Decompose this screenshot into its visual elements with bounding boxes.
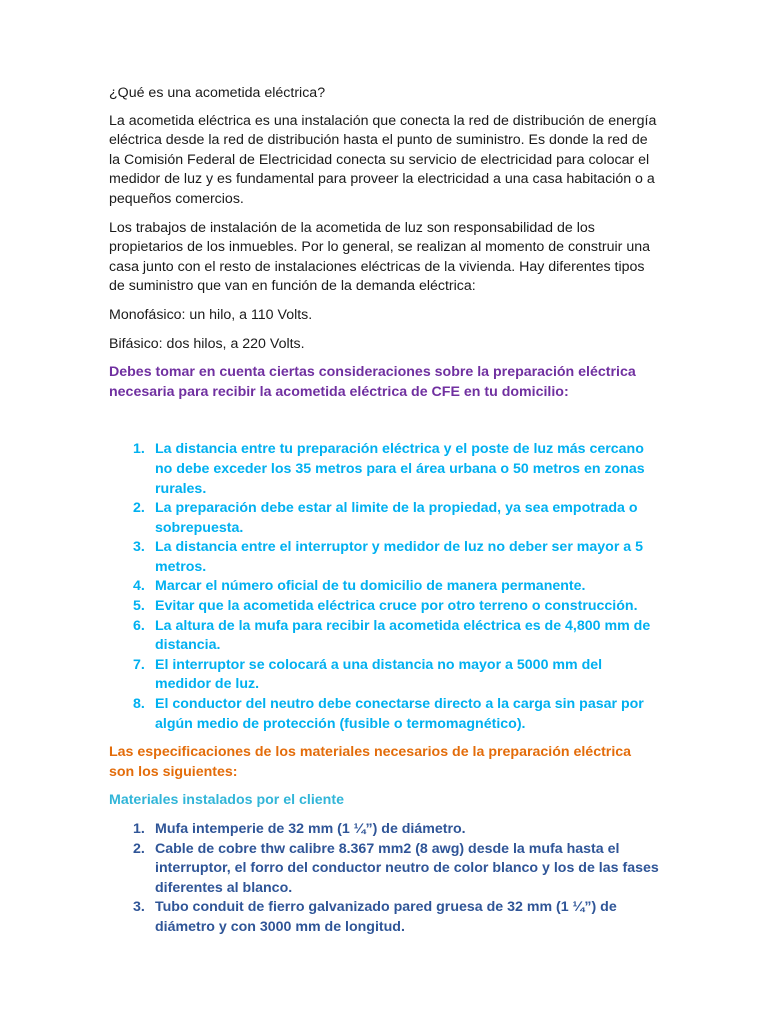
paragraph-definition: La acometida eléctrica es una instalación que conecta la red de distribución de energía eléctrica desde la red de distribución hasta el punto de suministro. Es donde la red de la Comisión Federal de Electricidad conecta su servicio de electricidad para colocar el medidor de luz y es fundamental para proveer la electricidad a una casa habitación o a pequeños comercios.	[109, 112, 657, 207]
list-item	[109, 499, 659, 538]
list-item-text: La distancia entre el interruptor y medidor de luz no deber ser mayor a 5 metros.	[155, 539, 644, 575]
list-item-number: 2.	[133, 840, 145, 857]
paragraph-installation: Los trabajos de instalación de la acometida de luz son responsabilidad de los propietarios de los inmuebles. Por lo general, se realizan al momento de construir una casa junto con el resto de instalaciones eléctricas de la vivienda. Hay diferentes tipos de suministro que van en función de la demanda eléctrica:	[109, 219, 650, 295]
list-item-number: 5.	[133, 598, 145, 615]
list-item-text: Cable de cobre thw calibre 8.367 mm2 (8 awg) desde la mufa hasta el interruptor, el forro del conductor neutro de color blanco y los de las fases diferentes al blanco.	[155, 840, 659, 896]
list-item-number: 8.	[133, 696, 145, 713]
list-item	[109, 597, 659, 617]
paragraph-monofasico: Monofásico: un hilo, a 110 Volts.	[109, 306, 313, 323]
list-item-number: 1.	[133, 441, 145, 458]
list-item	[109, 577, 659, 597]
list-item-number: 1.	[133, 821, 145, 837]
specs-heading: Las especificaciones de los materiales necesarios de la preparación eléctrica son los siguientes:	[109, 744, 632, 780]
list-item	[109, 840, 659, 899]
list-item-text: Mufa intemperie de 32 mm (1 ¼”) de diámetro.	[155, 821, 466, 837]
list-item-text: El conductor del neutro debe conectarse directo a la carga sin pasar por algún medio de protección (fusible o termomagnético).	[155, 696, 644, 732]
materials-heading: Materiales instalados por el cliente	[109, 792, 344, 809]
list-item-text: El interruptor se colocará a una distancia no mayor a 5000 mm del medidor de luz.	[155, 656, 603, 693]
list-item	[109, 820, 659, 840]
requirements-list	[109, 440, 659, 734]
list-item-number: 3.	[133, 539, 145, 556]
list-item	[109, 898, 659, 937]
materials-list	[109, 820, 659, 938]
list-item-text: Marcar el número oficial de tu domicilio de manera permanente.	[155, 578, 586, 595]
list-item-number: 2.	[133, 500, 145, 517]
list-item	[109, 656, 659, 695]
list-item	[109, 538, 659, 577]
document-title: ¿Qué es una acometida eléctrica?	[109, 85, 326, 101]
document-page	[109, 84, 659, 938]
list-item-text: La distancia entre tu preparación eléctrica y el poste de luz más cercano no debe exceder los 35 metros para el área urbana o 50 metros en zonas rurales.	[155, 441, 645, 497]
list-item-number: 4.	[133, 578, 145, 595]
list-item-number: 3.	[133, 899, 145, 916]
list-item-text: Tubo conduit de fierro galvanizado pared gruesa de 32 mm (1 ¼”) de diámetro y con 3000 mm de longitud.	[155, 899, 617, 935]
requirements-heading: Debes tomar en cuenta ciertas consideraciones sobre la preparación eléctrica necesaria para recibir la acometida eléctrica de CFE en tu domicilio:	[109, 364, 636, 400]
list-item-number: 7.	[133, 656, 145, 673]
list-item	[109, 617, 659, 656]
list-item-text: La preparación debe estar al limite de la propiedad, ya sea empotrada o sobrepuesta.	[155, 500, 638, 536]
list-item	[109, 695, 659, 734]
list-item-text: La altura de la mufa para recibir la acometida eléctrica es de 4,800 mm de distancia.	[155, 617, 651, 654]
list-item-number: 6.	[133, 617, 145, 634]
paragraph-bifasico: Bifásico: dos hilos, a 220 Volts.	[109, 335, 305, 352]
list-item-text: Evitar que la acometida eléctrica cruce por otro terreno o construcción.	[155, 598, 638, 615]
list-item	[109, 440, 659, 499]
